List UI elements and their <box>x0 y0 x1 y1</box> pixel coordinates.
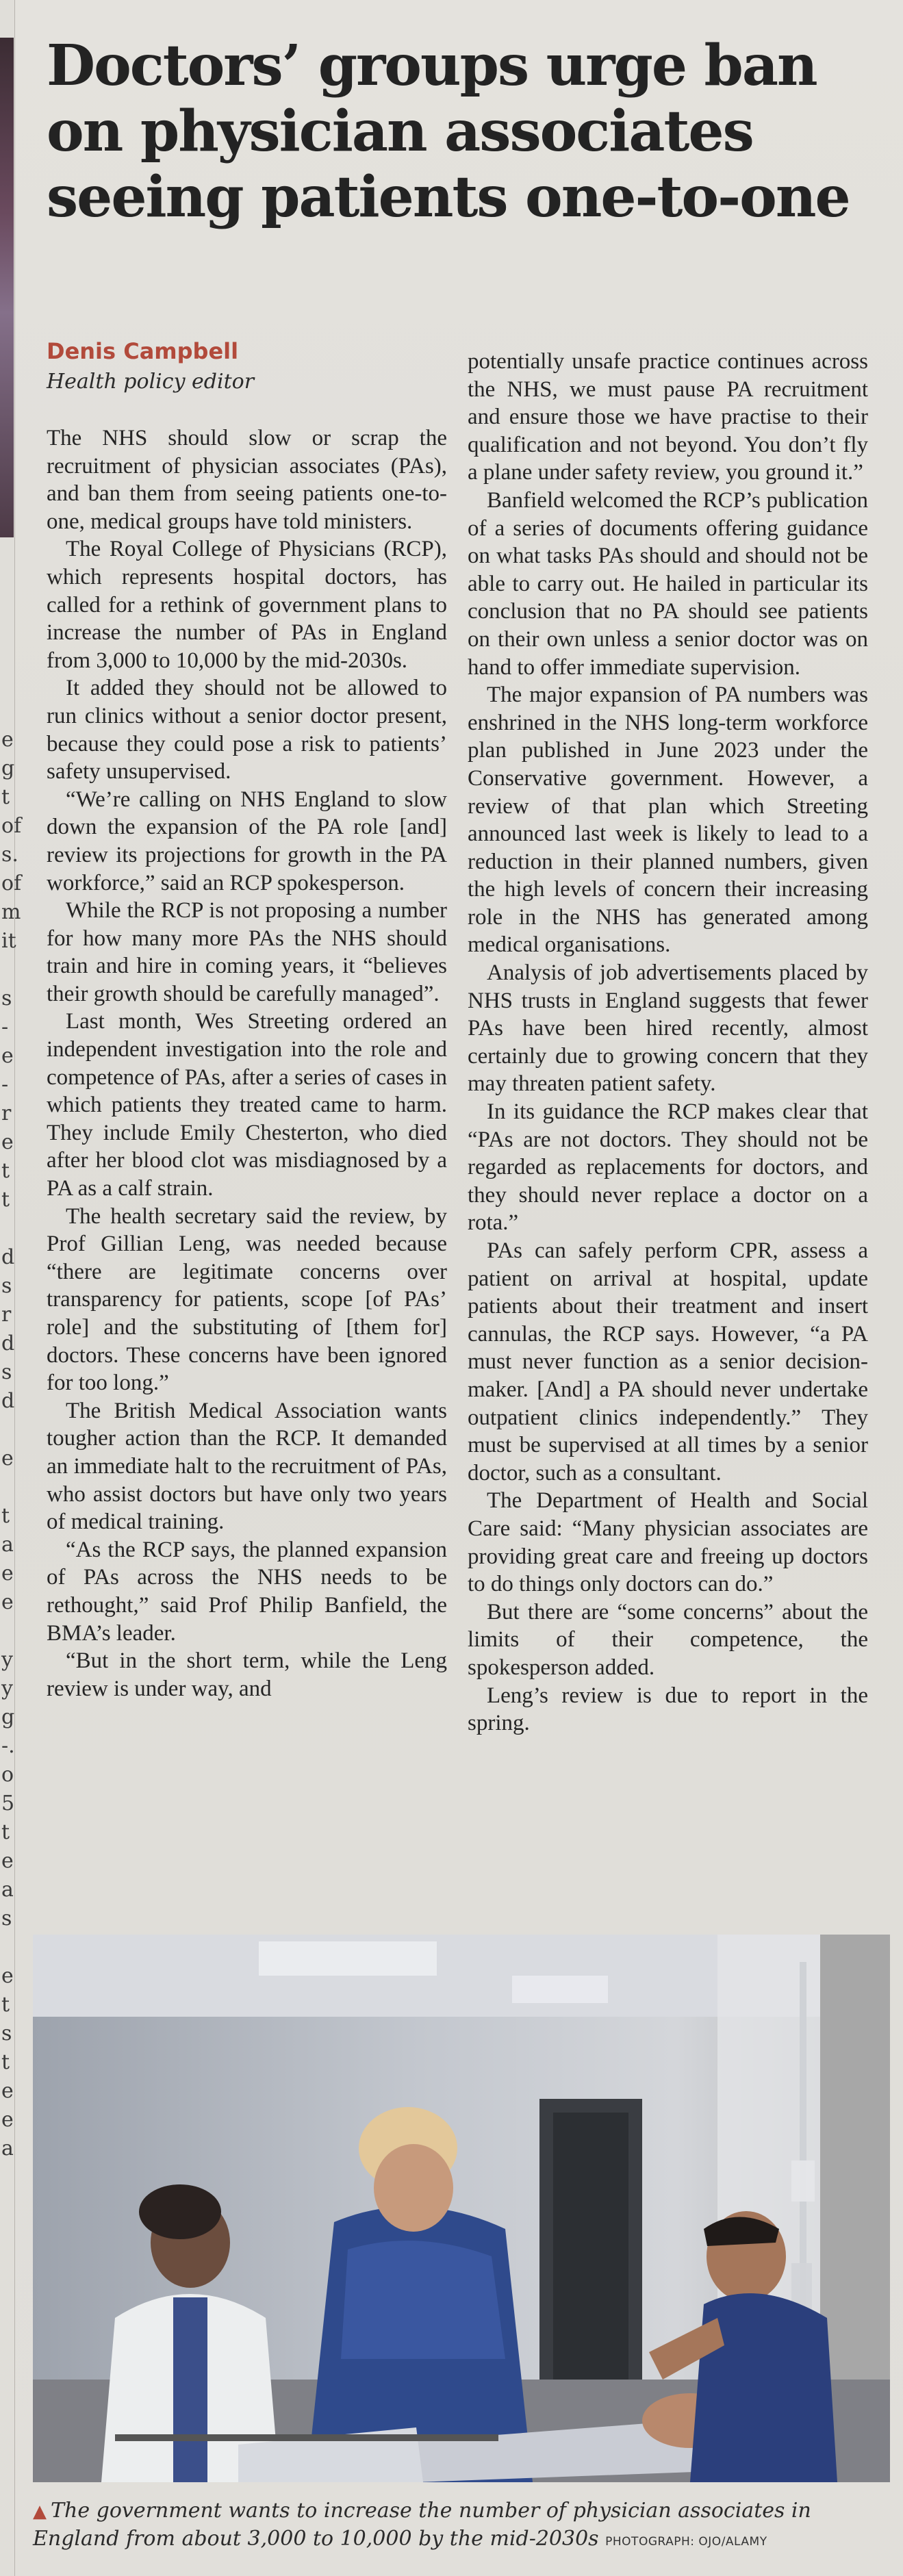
text-fragment: y <box>1 1676 13 1700</box>
paragraph: PAs can safely perform CPR, assess a patient on arrival at hospital, update patients about their treatment and insert cannulas, the RCP says. However, “a PA must never function as a senior decision-maker. [And] a PA should never undertake outpatient clinics independently.” They must be supervised at all times by a senior doctor, such as a consultant. <box>468 1238 868 1485</box>
neighbour-text-fragments <box>1 726 22 2163</box>
text-fragment: o <box>1 1763 14 1787</box>
neighbour-photo-edge <box>0 38 14 537</box>
text-fragment: a <box>1 2137 14 2160</box>
paragraph: But there are “some concerns” about the limits of their competence, the spokesperson added. <box>468 1599 868 1680</box>
hospital-corridor-image <box>33 1935 890 2482</box>
text-fragment: a <box>1 1533 14 1557</box>
paragraph: “But in the short term, while the Leng review is under way, and <box>47 1648 447 1701</box>
byline-role: Health policy editor <box>47 370 255 394</box>
text-fragment: t <box>1 2050 10 2074</box>
text-fragment: e <box>1 728 14 752</box>
paragraph: It added they should not be allowed to run clinics without a senior doctor present, because they could pose a risk to patients’ safety unsupervised. <box>47 676 447 785</box>
text-fragment: d <box>1 1245 15 1269</box>
text-fragment: e <box>1 1130 14 1154</box>
text-fragment: s <box>1 986 12 1010</box>
text-fragment: t <box>1 1159 10 1183</box>
text-fragment: - <box>1 1073 9 1097</box>
headline: Doctors’ groups urge ban on physician associates seeing patients one-to-one <box>47 33 850 230</box>
text-fragment: a <box>1 1878 14 1902</box>
paragraph: The British Medical Association wants tougher action than the RCP. It demanded an immediate halt to the recruitment of PAs, who assist doctors but have only two years of medical training. <box>47 1398 447 1535</box>
paragraph: The Department of Health and Social Care said: “Many physician associates are providing great care and freeing up doctors to do things only doctors can do.” <box>468 1488 868 1597</box>
paragraph: Last month, Wes Streeting ordered an independent investigation into the role and competence of PAs, after a series of cases in which patients they treated came to harm. They include Emily Chesterton, who died after her blood clot was misdiagnosed by a PA as a calf strain. <box>47 1009 447 1201</box>
text-fragment: g <box>1 1705 15 1729</box>
paragraph: While the RCP is not proposing a number for how many more PAs the NHS should train and hire in coming years, it “believes their growth should be carefully managed”. <box>47 898 447 1006</box>
paragraph: The Royal College of Physicians (RCP), which represents hospital doctors, has called for a rethink of government plans to increase the number of PAs in England from 3,000 to 10,000 by the mid-2030s. <box>47 537 447 673</box>
text-fragment: e <box>1 1964 14 1988</box>
text-fragment: r <box>1 1101 12 1125</box>
text-fragment: t <box>1 1504 10 1528</box>
text-fragment <box>1 1416 14 1444</box>
text-fragment: e <box>1 1849 14 1873</box>
text-fragment: y <box>1 1648 13 1672</box>
photo-credit: PHOTOGRAPH: OJO/ALAMY <box>605 2535 767 2549</box>
byline: Denis Campbell <box>47 338 239 364</box>
text-fragment: d <box>1 1389 15 1413</box>
photo-caption <box>33 2497 890 2555</box>
text-fragment: of <box>1 814 22 838</box>
text-fragment: - <box>1 1015 9 1039</box>
text-fragment: t <box>1 1188 10 1212</box>
text-fragment <box>1 1473 14 1502</box>
text-fragment: t <box>1 1820 10 1844</box>
paragraph: Leng’s review is due to report in the spring. <box>468 1683 868 1736</box>
article-column-2 <box>468 348 868 1737</box>
text-fragment: e <box>1 1561 14 1585</box>
text-fragment: e <box>1 1044 14 1068</box>
text-fragment <box>1 1617 14 1646</box>
text-fragment: t <box>1 785 10 809</box>
text-fragment: e <box>1 2108 14 2132</box>
text-fragment: s <box>1 1907 12 1930</box>
neighbour-article-strip <box>0 0 22 2576</box>
paragraph: The health secretary said the review, by Prof Gillian Leng, was needed because “there are legitimate concerns over transparency for patients, scope [of PAs’ role] and the substituting of [them for] doctors. These concerns have been ignored for too long.” <box>47 1203 447 1396</box>
paragraph: In its guidance the RCP makes clear that “PAs are not doctors. They should not be regarded as replacements for doctors, and they should never replace a doctor on a rota.” <box>468 1099 868 1236</box>
text-fragment: m <box>1 900 21 924</box>
text-fragment: s <box>1 2022 12 2045</box>
text-fragment: e <box>1 2079 14 2103</box>
paragraph: Banfield welcomed the RCP’s publication of a series of documents offering guidance on what tasks PAs should and should not be able to carry out. He hailed in particular its conclusion that no PA should see patients on their own unless a senior doctor was on hand to offer immediate supervision. <box>468 487 868 680</box>
text-fragment: s <box>1 1274 12 1298</box>
paragraph: potentially unsafe practice continues across the NHS, we must pause PA recruitment and ensure those we have practise to their qualification and not beyond. You don’t fly a plane under safety review, you ground it.” <box>468 349 868 485</box>
article-photo <box>33 1935 890 2482</box>
text-fragment: s <box>1 1360 12 1384</box>
text-fragment: t <box>1 1993 10 2017</box>
text-fragment: 5 <box>1 1791 15 1815</box>
text-fragment <box>1 956 14 984</box>
caption-text: The government wants to increase the number of physician associates in England from about 3,000 to 10,000 by the mid-2030s <box>33 2499 811 2551</box>
text-fragment: e <box>1 1446 14 1470</box>
paragraph: “We’re calling on NHS England to slow down the expansion of the PA role [and] review its projections for growth in the PA workforce,” said an RCP spokesperson. <box>47 787 447 895</box>
article-column-1 <box>47 424 447 1703</box>
text-fragment: g <box>1 756 15 780</box>
triangle-up-icon: ▲ <box>33 2501 47 2522</box>
paragraph: The NHS should slow or scrap the recruitment of physician associates (PAs), and ban them from seeing patients one-to-one, medical groups have told ministers. <box>47 426 447 534</box>
paragraph: “As the RCP says, the planned expansion of PAs across the NHS needs to be rethought,” said Prof Philip Banfield, the BMA’s leader. <box>47 1537 447 1646</box>
paragraph: The major expansion of PA numbers was enshrined in the NHS long-term workforce plan published in June 2023 under the Conservative government. However, a review of that plan which Streeting announced last week is likely to lead to a reduction in their planned numbers, given the high levels of concern their increasing role in the NHS has generated among medical organisations. <box>468 683 868 958</box>
text-fragment: it <box>1 929 16 953</box>
text-fragment <box>1 1214 14 1243</box>
text-fragment: r <box>1 1303 12 1327</box>
text-fragment: s. <box>1 843 18 867</box>
text-fragment: d <box>1 1331 15 1355</box>
text-fragment: e <box>1 1590 14 1614</box>
text-fragment: -. <box>1 1734 15 1758</box>
text-fragment: of <box>1 871 22 895</box>
paragraph: Analysis of job advertisements placed by NHS trusts in England suggests that fewer PAs have been hired recently, almost certainly due to growing concern that they may threaten patient safety. <box>468 960 868 1097</box>
text-fragment <box>1 1933 14 1962</box>
